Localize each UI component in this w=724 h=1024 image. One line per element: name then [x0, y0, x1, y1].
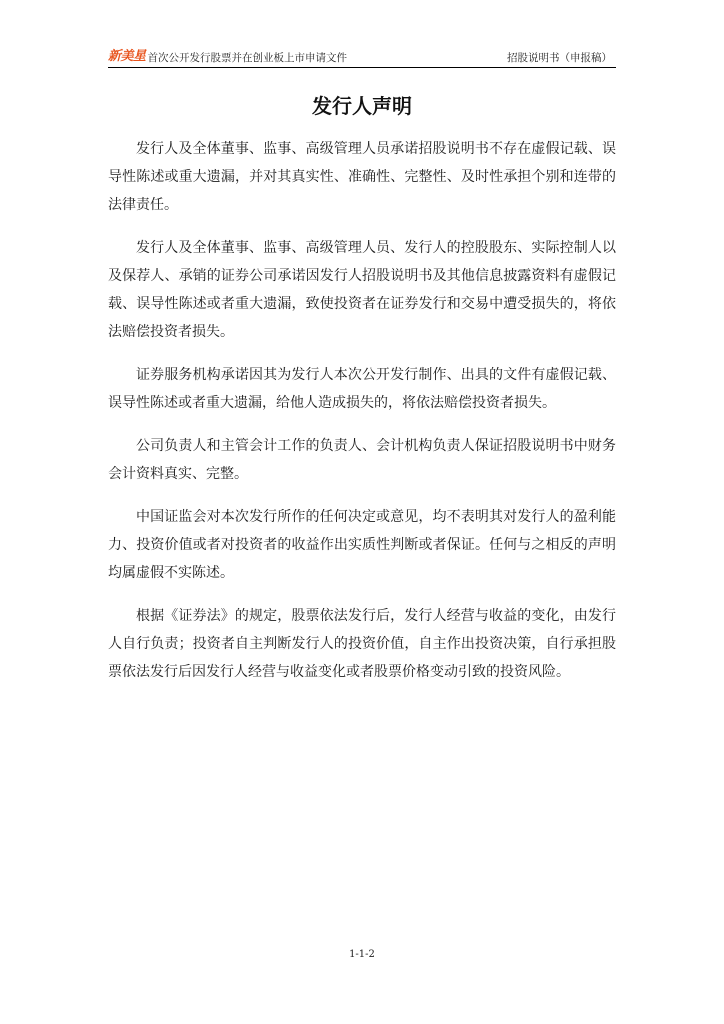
header-document-title: 首次公开发行股票并在创业板上市申请文件 — [147, 52, 348, 64]
statement-paragraph: 中国证监会对本次发行所作的任何决定或意见，均不表明其对发行人的盈利能力、投资价值或者对投资者的收益作出实质性判断或者保证。任何与之相反的声明均属虚假不实陈述。 — [108, 509, 616, 581]
statement-paragraph: 发行人及全体董事、监事、高级管理人员、发行人的控股股东、实际控制人以及保荐人、承销的证券公司承诺因发行人招股说明书及其他信息披露资料有虚假记载、误导性陈述或者重大遗漏，致使投资者在证券发行和交易中遭受损失的，将依法赔偿投资者损失。 — [108, 240, 616, 340]
statement-paragraph: 证券服务机构承诺因其为发行人本次公开发行制作、出具的文件有虚假记载、误导性陈述或者重大遗漏，给他人造成损失的，将依法赔偿投资者损失。 — [108, 367, 616, 411]
header-document-type: 招股说明书（申报稿） — [507, 52, 612, 64]
page-header — [108, 48, 616, 68]
page-number: 1-1-2 — [349, 949, 375, 960]
statement-paragraph: 根据《证券法》的规定，股票依法发行后，发行人经营与收益的变化，由发行人自行负责；投资者自主判断发行人的投资价值，自主作出投资决策，自行承担股票依法发行后因发行人经营与收益变化或者股票价格变动引致的投资风险。 — [108, 608, 616, 680]
page-title: 发行人声明 — [312, 94, 412, 118]
statement-paragraph: 公司负责人和主管会计工作的负责人、会计机构负责人保证招股说明书中财务会计资料真实、完整。 — [108, 438, 616, 482]
statement-body — [108, 135, 616, 701]
header-left — [108, 49, 347, 65]
company-logo: 新美星 — [108, 49, 146, 64]
statement-paragraph: 发行人及全体董事、监事、高级管理人员承诺招股说明书不存在虚假记载、误导性陈述或重大遗漏，并对其真实性、准确性、完整性、及时性承担个别和连带的法律责任。 — [108, 141, 616, 213]
